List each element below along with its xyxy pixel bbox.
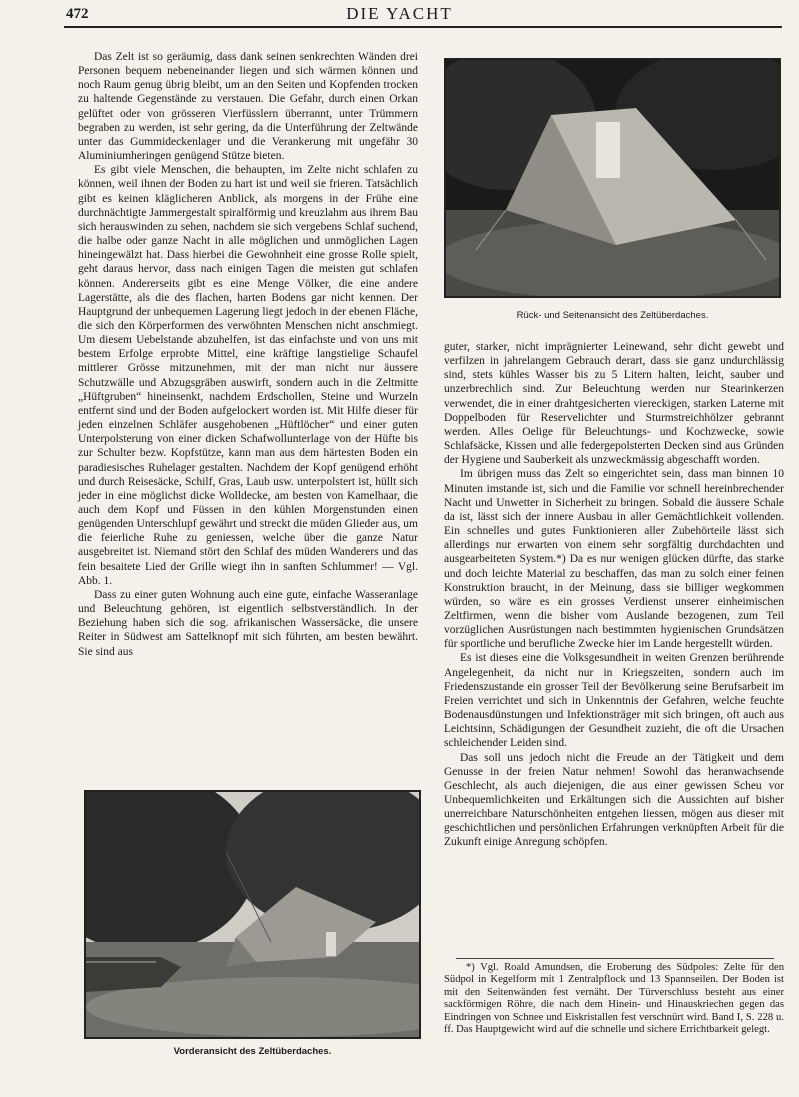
page-number: 472 [66, 6, 89, 22]
paragraph: Es ist dieses eine die Volksgesundheit in weiten Grenzen berührende Angelegenheit, da nicht nur in Kriegszeiten, sondern auch im Friedenszustande ein grosser Teil der Bevölkerung seine Berufsarbeit im Freien verrichtet und sich in Unkenntnis der Gefahren, welche feuchte Bodenausdünstungen und Infektionsträger mit sich bringen, oft auch aus Leichtsinn, Schädigungen der Gesundheit zuzieht, die oft die Ursachen schleichender Leiden sind. [444, 652, 784, 750]
figure-caption: Rück- und Seitenansicht des Zeltüberdaches. [516, 310, 709, 321]
footnote-rule [456, 958, 774, 959]
footnote-text: *) Vgl. Roald Amundsen, die Eroberung des Südpoles: Zelte für den Südpol in Kegelform mit 1 Zentralpflock und 13 Spannseilen. Der Boden ist mit den Seitenwänden fest vernäht. Der Türverschluss besteht aus einer sackförmigen Röhre, die nach dem Hinein- und Hinauskriechen gegen das Eindringen von Schnee und Eiskristallen fest verschnürt wird. Band I, S. 228 u. ff. Das Hauptgewicht wird auf die schnelle und sichere Errichtbarkeit gelegt. [444, 962, 784, 1036]
figure-caption: Vorderansicht des Zeltüberdaches. [173, 1046, 332, 1057]
paragraph: Es gibt viele Menschen, die behaupten, im Zelte nicht schlafen zu können, weil ihnen der Boden zu hart ist und weil sie frieren. Tatsächlich gibt es keinen kläglicheren Anblick, als morgens in der Frühe eine durchnächtigte Jammergestalt spiralförmig und kreuzlahm aus ihrem Bau sich herauswinden zu sehen, nachdem sie sich vergebens Schlaf suchend, die halbe oder ganze Nacht in alle möglichen und unmöglichen Lagen hineingewälzt hat. Dass hierbei die Gewohnheit eine grosse Rolle spielt, geht daraus hervor, dass nach einigen Tagen die meisten gut schlafen können. Andererseits gibt es eine Menge Völker, die eine andere Lagerstätte, als die des flachen, harten Bodens gar nicht kennen. Der Hauptgrund der unbequemen Lagerung liegt jedoch in der ebenen Fläche, die sich den Körperformen des verwöhnten Menschen nicht anschmiegt. Um diesem Uebelstande abzuhelfen, ist das einfachste und von uns mit bestem Erfolge erprobte Mittel, eine kräftige langstielige Schaufel mittlerer Grösse mitzunehmen, mit der man nicht nur äussere Schutzwälle und Abzugsgräben auswirft, sondern auch in die Zeltmitte „Hüftgruben“ hineinsenkt, nachdem Erdschollen, Steine und Wurzeln entfernt sind und der Boden aufgelockert worden ist. Mit Hilfe dieser für jeden einzelnen Schläfer ausgehobenen „Hüftlöcher“ und einer guten Unterpolsterung von einer dicken Schafwollunterlage von der Hüfte bis zur Schulter bezw. Kopfstütze, kann man aus dem härtesten Boden ein paradiesisches Ruhelager gestalten. Nachdem der Kopf genügend erhöht und durch Reisesäcke, Schilf, Gras, Laub usw. unterpolstert ist, hüllt sich jeder in eine möglichst dicke Wolldecke, am besten von Kamelhaar, die auch dem Kopf und Füssen in den kühlen Morgenstunden einen genügenden Unterschlupf gewährt und streckt die müden Glieder aus, um die feierliche Ruhe zu geniessen, welche über die ganze Natur ausgebreitet ist. Niemand stört den Schlaf des müden Wanderers und das fein besaitete Lied der Grille wiegt ihn in sanften Schlummer! — Vgl. Abb. 1. [78, 164, 418, 587]
paragraph: guter, starker, nicht imprägnierter Leinewand, sehr dicht gewebt und verfilzen in jahrelangem Gebrauch derart, dass sie ganz undurchlässig sind, stets kühles Wasser bis zu 5 Litern halten, leicht, sauber und unzerbrechlich sind. Zur Beleuchtung werden nur Stearinkerzen verwendet, die in einer drahtgesicherten viereckigen, starken Laterne mit Doppelboden für Reservelichter und Sturmstreichhölzer gebrannt werden. Alles Oelige für Beleuchtungs- und Kochzwecke, sowie Schlafsäcke, Kissen und alle federgepolsterten Decken sind aus Gründen der Hygiene und Sauberkeit als unzweckmässig abgeschafft worden. [444, 341, 784, 467]
left-column [78, 50, 418, 659]
header-rule [64, 26, 782, 28]
right-column [444, 340, 784, 850]
footnote [444, 962, 784, 1036]
tent-rear-side-photo [444, 58, 781, 298]
paragraph: Dass zu einer guten Wohnung auch eine gute, einfache Wasseranlage und Beleuchtung gehören, ist eigentlich selbstverständlich. In der Beziehung haben sich die sog. afrikanischen Wassersäcke, die unsere Reiter in Südwest am Sattelknopf mit sich führten, am besten bewährt. Sie sind aus [78, 588, 418, 658]
running-title: DIE YACHT [346, 4, 453, 23]
paragraph: Das Zelt ist so geräumig, dass dank seinen senkrechten Wänden drei Personen bequem nebeneinander liegen und sich wärmen können und noch Raum genug übrig bleibt, um an den Seiten und Kopfenden trocken zu haltende Gegenstände zu verstauen. Die Gefahr, durch einen Orkan gelüftet oder von grösseren Vierfüsslern überrannt, unter Trümmern begraben zu werden, ist sehr gering, da die Unterführung der Zeltwände unter das Gummideckenlager und die Verankerung mit ungefähr 30 Aluminiumheringen genügend Stütze bieten. [78, 51, 418, 163]
paragraph: Das soll uns jedoch nicht die Freude an der Tätigkeit und dem Genusse in der freien Natur nehmen! Sowohl das heranwachsende Geschlecht, als auch diejenigen, die aus einer gewissen Scheu vor Unbequemlichkeiten und Erkältungen sich die Aussichten auf bisher unerreichbare Naturschönheiten entgehen liessen, mögen aus dieser mit geschichtlichen und persönlichen Erfahrungen verknüpften Arbeit für die Zukunft einige Anregung schöpfen. [444, 751, 784, 849]
tent-front-photo [84, 790, 421, 1039]
paragraph: Im übrigen muss das Zelt so eingerichtet sein, dass man binnen 10 Minuten imstande ist, sich und die Familie vor schnell hereinbrechender Nacht und Unwetter in Sicherheit zu bringen. Sobald die äussere Schale da ist, lässt sich der innere Ausbau in aller Gemächtlichkeit vollenden. Ein schnelles und gutes Funktionieren aller Zubehörteile lässt sich allerdings nur erwarten von einem sehr sorgfältig durchdachten und ausgearbeiteten System.*) Da es nur wenigen glücken dürfte, das starke und doch leichte Material zu beschaffen, das man zu solch einer feinen Konstruktion braucht, in der Meinung, dass sie billiger wegkommen würden, so wäre es ein grosses Verdienst unserer einheimischen Zeltfirmen, wenn die bisher vom Auslande bezogenen, zum Teil vorzüglichen Ausrüstungen nach bestimmten hygienischen Grundsätzen für sportliche und berufliche Zwecke hier im Lande hergestellt würden. [444, 468, 784, 651]
